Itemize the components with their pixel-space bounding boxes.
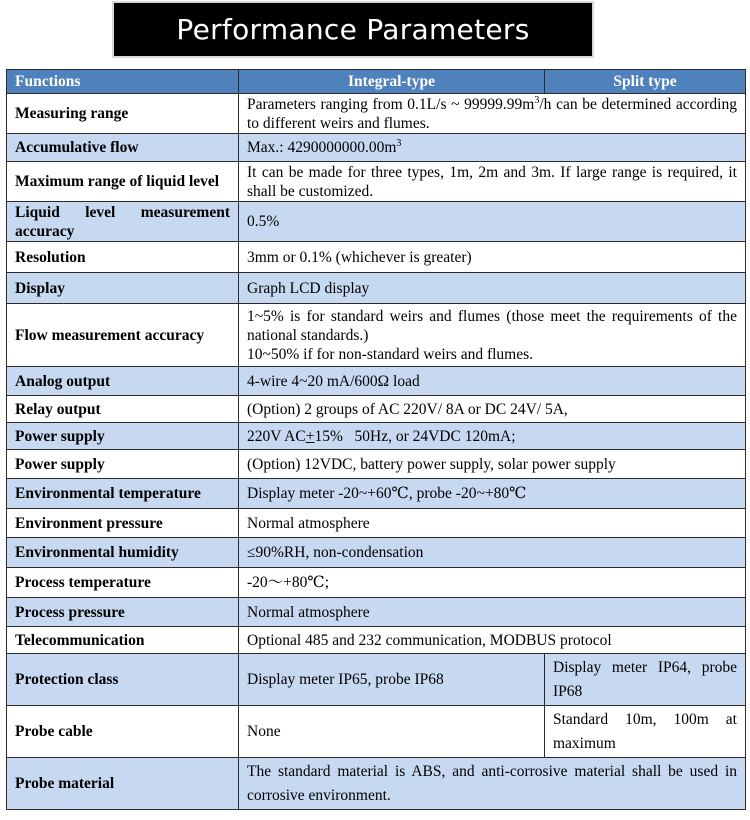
function-cell: Measuring range (7, 94, 239, 134)
value-text: 220V AC (247, 427, 306, 445)
function-cell: Liquid level measurement accuracy (7, 202, 239, 242)
split-value-cell: Display meter IP64, probe IP68 (545, 654, 746, 706)
integral-value-cell: Display meter IP65, probe IP68 (239, 654, 545, 706)
function-cell: Display (7, 273, 239, 304)
value-text: Parameters ranging from 0.1L/s ~ 99999.99m (247, 95, 535, 113)
value-text: 1~5% is for standard weirs and flumes (those meet the requirements of the national standards.) (247, 307, 737, 344)
function-cell: Resolution (7, 242, 239, 273)
table-row (7, 758, 746, 810)
function-cell: Probe material (7, 758, 239, 810)
value-cell: Optional 485 and 232 communication, MODBUS protocol (239, 627, 746, 654)
value-cell: Graph LCD display (239, 273, 746, 304)
value-cell: 4-wire 4~20 mA/600Ω load (239, 367, 746, 396)
function-cell: Process temperature (7, 568, 239, 598)
table-row (7, 450, 746, 479)
value-cell (239, 304, 746, 367)
function-cell: Analog output (7, 367, 239, 396)
table-row (7, 134, 746, 162)
table-row (7, 162, 746, 202)
table-row (7, 242, 746, 273)
header-functions: Functions (7, 70, 239, 94)
table-row (7, 94, 746, 134)
function-cell: Environment pressure (7, 509, 239, 538)
table-header-row (7, 70, 746, 94)
value-cell: (Option) 2 groups of AC 220V/ 8A or DC 24V/ 5A, (239, 396, 746, 423)
table-row (7, 706, 746, 758)
table-row (7, 654, 746, 706)
value-cell: (Option) 12VDC, battery power supply, solar power supply (239, 450, 746, 479)
table-row (7, 423, 746, 450)
superscript: 3 (396, 137, 402, 149)
value-text: 15% 50Hz, or 24VDC 120mA; (314, 427, 516, 445)
function-cell: Power supply (7, 450, 239, 479)
split-value-cell: Standard 10m, 100m at maximum (545, 706, 746, 758)
table-row (7, 304, 746, 367)
header-integral-type: Integral-type (239, 70, 545, 94)
table-row (7, 627, 746, 654)
table-row (7, 479, 746, 509)
table-row (7, 598, 746, 627)
value-cell (239, 94, 746, 134)
page-title: Performance Parameters (176, 13, 530, 46)
table-row (7, 568, 746, 598)
value-cell (239, 134, 746, 162)
function-cell: Accumulative flow (7, 134, 239, 162)
function-cell: Relay output (7, 396, 239, 423)
function-cell: Power supply (7, 423, 239, 450)
value-cell (239, 423, 746, 450)
function-cell: Process pressure (7, 598, 239, 627)
function-cell: Protection class (7, 654, 239, 706)
value-cell: The standard material is ABS, and anti-corrosive material shall be used in corrosive environment. (239, 758, 746, 810)
table-row (7, 273, 746, 304)
plus-minus-sign: + (305, 427, 315, 445)
function-cell: Environmental humidity (7, 538, 239, 568)
value-cell: -20～+80℃; (239, 568, 746, 598)
value-cell: ≤90%RH, non-condensation (239, 538, 746, 568)
value-text: 10~50% if for non-standard weirs and flumes. (247, 345, 534, 363)
value-cell: It can be made for three types, 1m, 2m and 3m. If large range is required, it shall be customized. (239, 162, 746, 202)
value-text: Max.: 4290000000.00m (247, 139, 397, 156)
value-cell: 0.5% (239, 202, 746, 242)
value-cell: Normal atmosphere (239, 509, 746, 538)
value-cell: Normal atmosphere (239, 598, 746, 627)
title-banner (112, 1, 594, 58)
superscript: 3 (534, 94, 540, 106)
table-row (7, 509, 746, 538)
function-cell: Probe cable (7, 706, 239, 758)
value-cell: 3mm or 0.1% (whichever is greater) (239, 242, 746, 273)
table-row (7, 367, 746, 396)
table-row (7, 202, 746, 242)
performance-parameters-table (6, 69, 746, 810)
function-cell: Environmental temperature (7, 479, 239, 509)
function-cell: Maximum range of liquid level (7, 162, 239, 202)
function-cell: Telecommunication (7, 627, 239, 654)
value-cell: Display meter -20~+60℃, probe -20~+80℃ (239, 479, 746, 509)
table-row (7, 538, 746, 568)
table-row (7, 396, 746, 423)
header-split-type: Split type (545, 70, 746, 94)
integral-value-cell: None (239, 706, 545, 758)
function-cell: Flow measurement accuracy (7, 304, 239, 367)
value-text: /h can be determined according to different weirs and flumes. (247, 95, 737, 132)
